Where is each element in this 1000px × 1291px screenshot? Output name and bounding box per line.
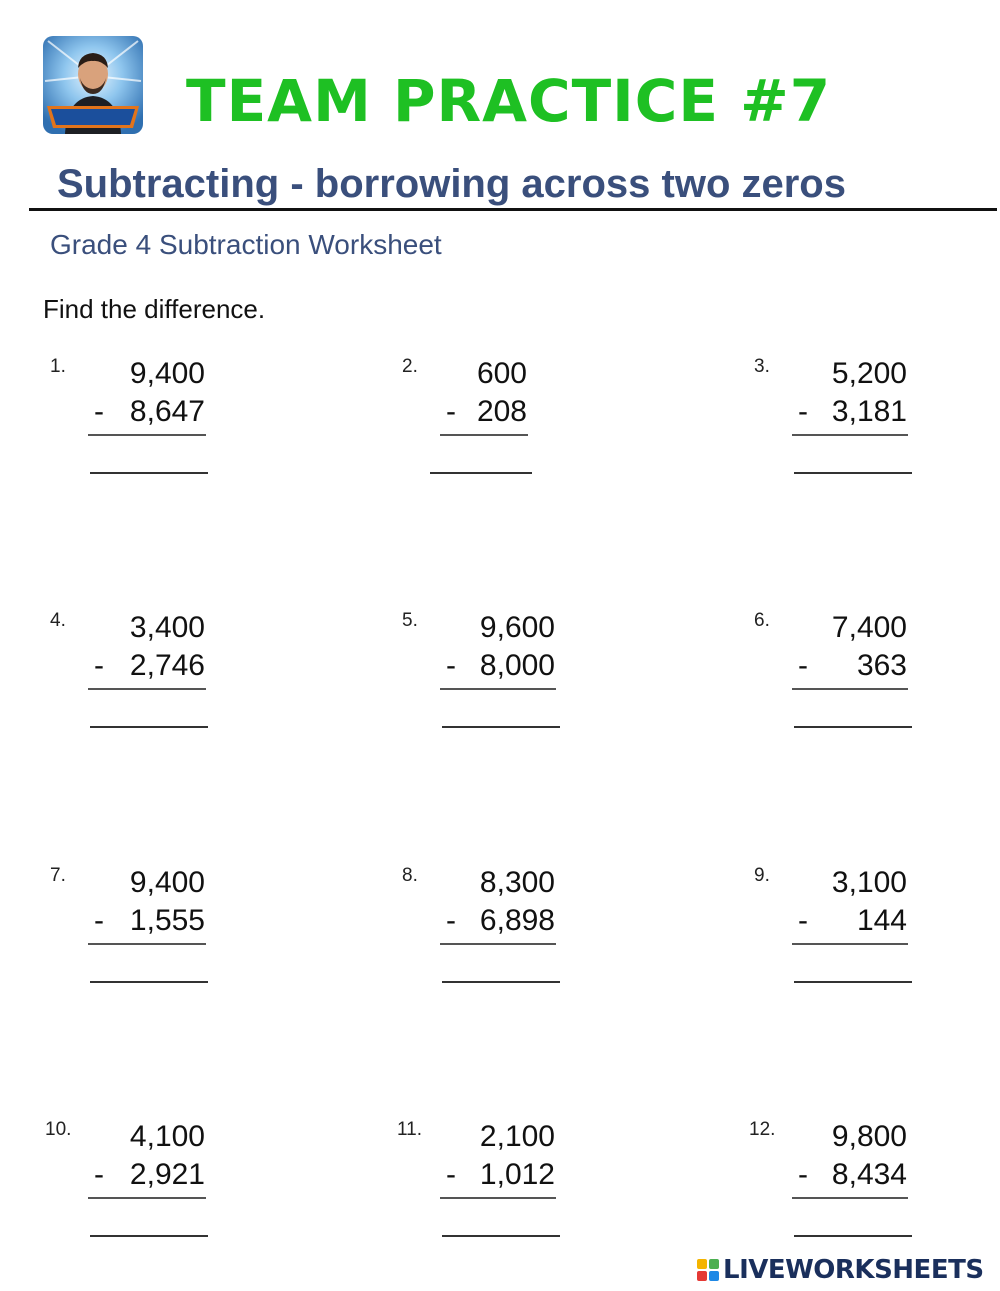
minuend: 3,100 bbox=[831, 866, 907, 899]
minus-sign: - bbox=[798, 649, 808, 682]
answer-line[interactable] bbox=[90, 726, 208, 728]
answer-line[interactable] bbox=[794, 1235, 912, 1237]
sum-line bbox=[792, 1197, 908, 1199]
sum-line bbox=[88, 434, 206, 436]
problem-number: 10. bbox=[45, 1119, 72, 1140]
subtrahend: 8,000 bbox=[479, 649, 555, 682]
answer-line[interactable] bbox=[90, 1235, 208, 1237]
problem-number: 5. bbox=[402, 610, 418, 631]
subtrahend: 8,434 bbox=[831, 1158, 907, 1191]
minus-sign: - bbox=[94, 1158, 104, 1191]
sum-line bbox=[440, 688, 556, 690]
minus-sign: - bbox=[798, 395, 808, 428]
problem-1 bbox=[50, 356, 205, 496]
problem-number: 2. bbox=[402, 356, 418, 377]
subtrahend: 3,181 bbox=[831, 395, 907, 428]
minus-sign: - bbox=[446, 649, 456, 682]
subtrahend: 363 bbox=[856, 649, 907, 682]
minuend: 9,600 bbox=[479, 611, 555, 644]
instruction-text: Find the difference. bbox=[43, 294, 266, 324]
minuend: 7,400 bbox=[831, 611, 907, 644]
problem-8 bbox=[402, 865, 555, 1005]
title-divider bbox=[29, 208, 997, 211]
problem-5 bbox=[402, 610, 555, 750]
problem-number: 1. bbox=[50, 356, 66, 377]
problem-11 bbox=[397, 1119, 555, 1259]
problem-9 bbox=[754, 865, 907, 1005]
subtrahend: 6,898 bbox=[479, 904, 555, 937]
worksheet-subtitle: Subtracting - borrowing across two zeros bbox=[57, 162, 846, 206]
minus-sign: - bbox=[446, 904, 456, 937]
subtrahend: 1,555 bbox=[129, 904, 205, 937]
answer-line[interactable] bbox=[90, 472, 208, 474]
subtrahend: 144 bbox=[856, 904, 907, 937]
answer-line[interactable] bbox=[430, 472, 532, 474]
minuend: 8,300 bbox=[479, 866, 555, 899]
sum-line bbox=[792, 434, 908, 436]
sum-line bbox=[440, 1197, 556, 1199]
answer-line[interactable] bbox=[442, 726, 560, 728]
logo-square-red bbox=[697, 1271, 707, 1281]
sum-line bbox=[88, 943, 206, 945]
sum-line bbox=[88, 688, 206, 690]
logo-square-blue bbox=[709, 1271, 719, 1281]
problem-number: 9. bbox=[754, 865, 770, 886]
sum-line bbox=[440, 434, 528, 436]
grade-label: Grade 4 Subtraction Worksheet bbox=[50, 229, 442, 260]
minuend: 9,400 bbox=[129, 866, 205, 899]
problem-number: 6. bbox=[754, 610, 770, 631]
logo-square-green bbox=[709, 1259, 719, 1269]
minuend: 4,100 bbox=[129, 1120, 205, 1153]
liveworksheets-wordmark: LIVEWORKSHEETS bbox=[723, 1255, 984, 1285]
minus-sign: - bbox=[94, 904, 104, 937]
sum-line bbox=[792, 688, 908, 690]
problem-3 bbox=[754, 356, 907, 496]
problem-number: 8. bbox=[402, 865, 418, 886]
minus-sign: - bbox=[94, 395, 104, 428]
answer-line[interactable] bbox=[90, 981, 208, 983]
minus-sign: - bbox=[798, 1158, 808, 1191]
subtrahend: 2,921 bbox=[129, 1158, 205, 1191]
sum-line bbox=[792, 943, 908, 945]
dream-team-logo bbox=[43, 36, 143, 134]
minuend: 9,400 bbox=[129, 357, 205, 390]
answer-line[interactable] bbox=[442, 1235, 560, 1237]
subtrahend: 8,647 bbox=[129, 395, 205, 428]
answer-line[interactable] bbox=[794, 472, 912, 474]
minus-sign: - bbox=[94, 649, 104, 682]
subtrahend: 1,012 bbox=[479, 1158, 555, 1191]
problem-number: 4. bbox=[50, 610, 66, 631]
minus-sign: - bbox=[446, 1158, 456, 1191]
minuend: 2,100 bbox=[479, 1120, 555, 1153]
logo-square-yellow bbox=[697, 1259, 707, 1269]
problem-number: 7. bbox=[50, 865, 66, 886]
problem-4 bbox=[50, 610, 205, 750]
problem-10 bbox=[45, 1119, 205, 1259]
subtrahend: 208 bbox=[476, 395, 527, 428]
minuend: 600 bbox=[476, 357, 527, 390]
subtrahend: 2,746 bbox=[129, 649, 205, 682]
liveworksheets-brand[interactable] bbox=[697, 1254, 984, 1286]
answer-line[interactable] bbox=[794, 726, 912, 728]
liveworksheets-logo-icon bbox=[697, 1259, 719, 1281]
sum-line bbox=[440, 943, 556, 945]
problem-12 bbox=[749, 1119, 907, 1259]
problem-number: 12. bbox=[749, 1119, 776, 1140]
minuend: 9,800 bbox=[831, 1120, 907, 1153]
problem-2 bbox=[402, 356, 527, 496]
answer-line[interactable] bbox=[442, 981, 560, 983]
problem-number: 3. bbox=[754, 356, 770, 377]
worksheet-title: TEAM PRACTICE #7 bbox=[186, 67, 832, 135]
problem-7 bbox=[50, 865, 205, 1005]
sum-line bbox=[88, 1197, 206, 1199]
problem-6 bbox=[754, 610, 907, 750]
problem-number: 11. bbox=[397, 1119, 423, 1140]
minuend: 5,200 bbox=[831, 357, 907, 390]
minus-sign: - bbox=[798, 904, 808, 937]
minus-sign: - bbox=[446, 395, 456, 428]
minuend: 3,400 bbox=[129, 611, 205, 644]
answer-line[interactable] bbox=[794, 981, 912, 983]
